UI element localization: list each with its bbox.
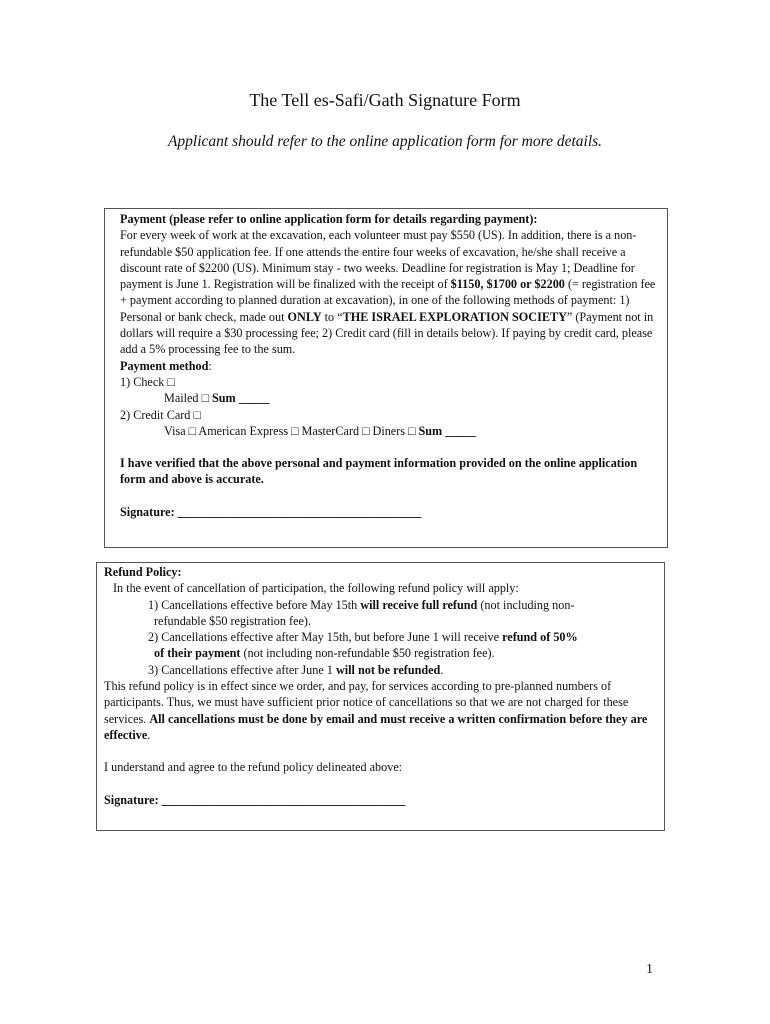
refund-item-1-cont: refundable $50 registration fee). [154, 613, 312, 628]
payment-method-label: Payment method: [120, 358, 212, 373]
page-number: 1 [646, 962, 653, 977]
mailed-option[interactable]: Mailed □ Sum _____ [164, 391, 270, 406]
refund-policy-text: This refund policy is in effect since we order, and pay, for services according to pre-planned numbers of participants. Thus, we must have sufficient prior notice of cancellations so that we are not charged for these services. All cancellations must be done by email and must receive a written confirmation before they are effective. [104, 679, 648, 742]
refund-policy-section [96, 562, 665, 831]
payment-signature-line[interactable]: Signature: ________________________________________ [120, 504, 422, 519]
card-type-options[interactable]: Visa □ American Express □ MasterCard □ Diners □ Sum _____ [164, 423, 476, 438]
refund-item-1: 1) Cancellations effective before May 15th will receive full refund (not including non- [148, 597, 575, 612]
refund-heading: Refund Policy: [104, 565, 182, 579]
payment-section [104, 208, 668, 548]
refund-agreement: I understand and agree to the refund policy delineated above: [104, 760, 403, 775]
refund-item-3: 3) Cancellations effective after June 1 will not be refunded. [148, 662, 444, 677]
verification-statement: I have verified that the above personal and payment information provided on the online application form and above is accurate. [120, 456, 638, 487]
check-option[interactable]: 1) Check □ [120, 374, 175, 389]
refund-item-2: 2) Cancellations effective after May 15th, but before June 1 will receive refund of 50% [148, 630, 578, 645]
payment-description: For every week of work at the excavation, each volunteer must pay $550 (US). In addition, there is a non-refundable $50 application fee. If one attends the entire four weeks of excavation, he/she shall receive a discount rate of $2200 (US). Minimum stay - two weeks. Deadline for registration is May 1; Deadline for payment is June 1. Registration will be finalized with the receipt of $1150, $1700 or $2200 (= registration fee + payment according to planned duration at excavation), in one of the following methods of payment: 1) Personal or bank check, made out ONLY to “THE ISRAEL EXPLORATION SOCIETY” (Payment not in dollars will require a $30 processing fee; 2) Credit card (fill in details below). If paying by credit card, please add a 5% processing fee to the sum. [120, 228, 656, 357]
refund-signature-line[interactable]: Signature: ________________________________________ [104, 792, 406, 807]
form-subtitle: Applicant should refer to the online application form for more details. [167, 133, 603, 150]
credit-card-option[interactable]: 2) Credit Card □ [120, 407, 201, 422]
refund-intro: In the event of cancellation of participation, the following refund policy will apply: [113, 581, 519, 596]
form-title: The Tell es-Safi/Gath Signature Form [249, 90, 521, 110]
refund-item-2-cont: of their payment (not including non-refundable $50 registration fee). [154, 646, 495, 661]
payment-heading: Payment (please refer to online application form for details regarding payment): [120, 212, 538, 226]
